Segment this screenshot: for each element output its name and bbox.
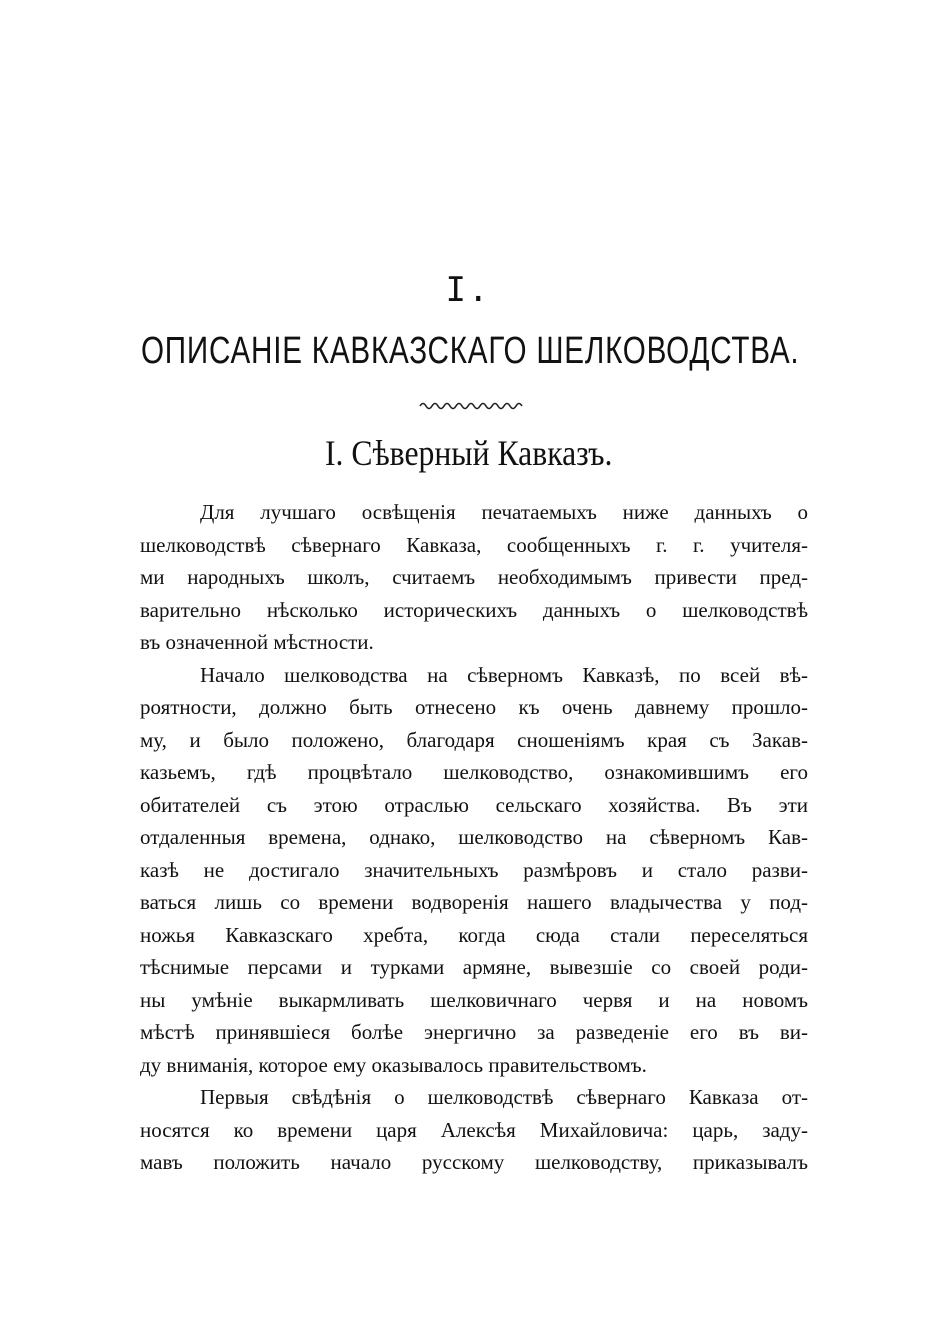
text-line: обитателей съ этою отраслью сельскаго хозяйства. Въ эти <box>140 792 808 817</box>
text-line: казьемъ, гдѣ процвѣтало шелководство, ознакомившимъ его <box>140 760 808 784</box>
text-line: Для лучшаго освѣщенія печатаемыхъ ниже данныхъ о <box>200 500 808 524</box>
text-line: ду вниманія, которое ему оказывалось правительствомъ. <box>140 1052 647 1077</box>
text-line: мавъ положить начало русскому шелководству, приказывалъ <box>140 1150 808 1174</box>
text-line: тѣснимые персами и турками армяне, вывезшіе со своей роди- <box>140 955 808 979</box>
text-line: казѣ не достигало значительныхъ размѣровъ и стало разви- <box>140 857 808 882</box>
text-line: роятности, должно быть отнесено къ очень давнему прошло- <box>140 695 808 719</box>
text-line: въ означенной мѣстности. <box>140 630 374 654</box>
text-line: ваться лишь со времени водворенія нашего владычества у под- <box>140 890 808 914</box>
ornament-divider-icon <box>418 398 528 412</box>
section-title: I. Сѣверный Кавказъ. <box>324 433 613 473</box>
body-text <box>140 496 808 1179</box>
part-number: I. <box>445 270 491 310</box>
text-line: отдаленныя времена, однако, шелководство на сѣверномъ Кав- <box>140 825 808 849</box>
text-line: Начало шелководства на сѣверномъ Кавказѣ, по всей вѣ- <box>200 662 808 687</box>
text-line: варительно нѣсколько историческихъ данныхъ о шелководствѣ <box>140 597 808 622</box>
text-line: ми народныхъ школъ, считаемъ необходимымъ привести пред- <box>140 565 808 589</box>
text-line: шелководствѣ сѣвернаго Кавказа, сообщенныхъ г. г. учителя- <box>140 532 808 557</box>
text-line: мѣстѣ принявшіеся болѣе энергично за разведеніе его въ ви- <box>140 1020 808 1044</box>
text-line: ножья Кавказскаго хребта, когда сюда стали переселяться <box>140 922 808 947</box>
text-line: му, и было положено, благодаря сношеніямъ края съ Закав- <box>140 727 808 752</box>
main-title: ОПИСАНIЕ КАВКАЗСКАГО ШЕЛКОВОДСТВА. <box>140 330 800 372</box>
text-line: носятся ко времени царя Алексѣя Михайловича: царь, заду- <box>140 1117 808 1142</box>
text-line: ны умѣніе выкармливать шелковичнаго червя и на новомъ <box>140 987 808 1012</box>
text-line: Первыя свѣдѣнія о шелководствѣ сѣвернаго Кавказа от- <box>200 1085 808 1109</box>
